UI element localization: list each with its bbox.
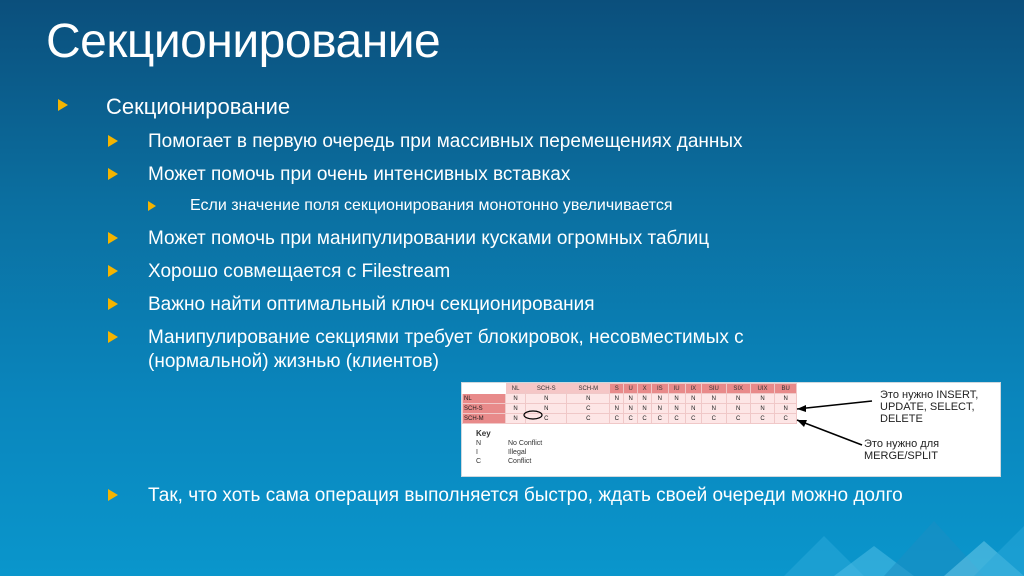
annotation-insert-update: Это нужно INSERT, UPDATE, SELECT, DELETE xyxy=(880,389,979,425)
bullet-item xyxy=(108,163,570,187)
bullet-text: Может помочь при манипулировании кусками огромных таблиц xyxy=(148,228,710,249)
bullet-item xyxy=(108,293,595,317)
table-cell: C xyxy=(567,414,610,424)
row-header: SCH-M xyxy=(463,414,506,424)
table-cell: N xyxy=(652,404,668,414)
table-cell: N xyxy=(526,394,567,404)
table-cell: C xyxy=(685,414,701,424)
column-header: SIU xyxy=(702,384,727,394)
table-cell: N xyxy=(668,404,685,414)
bullet-arrow-icon xyxy=(108,489,118,501)
bullet-text: Помогает в первую очередь при массивных перемещениях данных xyxy=(148,131,743,152)
table-cell: N xyxy=(726,394,750,404)
column-header: U xyxy=(624,384,638,394)
table-cell: N xyxy=(624,404,638,414)
table-cell: N xyxy=(624,394,638,404)
bullet-text: Хорошо совмещается с Filestream xyxy=(148,261,451,282)
table-cell: N xyxy=(685,394,701,404)
bullet-item xyxy=(58,94,290,120)
bullet-text: Важно найти оптимальный ключ секционирования xyxy=(148,294,595,315)
table-cell: N xyxy=(726,404,750,414)
column-header: BU xyxy=(775,384,797,394)
table-cell: C xyxy=(638,414,652,424)
column-header: SCH-S xyxy=(526,384,567,394)
table-cell: C xyxy=(702,414,727,424)
bullet-item xyxy=(108,326,878,374)
key-code: I xyxy=(476,449,478,456)
column-header: NL xyxy=(505,384,525,394)
table-cell: N xyxy=(750,404,775,414)
table-cell: N xyxy=(638,404,652,414)
bullet-arrow-icon xyxy=(108,232,118,244)
table-cell: C xyxy=(610,414,624,424)
table-cell: N xyxy=(702,394,727,404)
bullet-item xyxy=(108,484,928,508)
table-cell: C xyxy=(668,414,685,424)
annotation-merge-split: Это нужно для MERGE/SPLIT xyxy=(864,438,940,462)
table-cell: C xyxy=(726,414,750,424)
key-title: Key xyxy=(476,429,491,438)
row-header: SCH-S xyxy=(463,404,506,414)
bullet-item xyxy=(108,130,743,154)
table-cell: C xyxy=(624,414,638,424)
lock-compatibility-figure xyxy=(461,382,1001,477)
arrow-line-2 xyxy=(797,420,862,445)
table-cell: N xyxy=(567,394,610,404)
table-cell: N xyxy=(775,394,797,404)
table-cell: C xyxy=(775,414,797,424)
slide-title: Секционирование xyxy=(46,15,441,68)
table-cell: N xyxy=(505,394,525,404)
table-cell: N xyxy=(750,394,775,404)
table-cell: N xyxy=(638,394,652,404)
bullet-text: Может помочь при очень интенсивных вставках xyxy=(148,164,571,185)
bullet-text: Так, что хоть сама операция выполняется быстро, ждать своей очереди можно долго xyxy=(148,485,903,506)
bullet-arrow-icon xyxy=(148,201,156,211)
bullet-arrow-icon xyxy=(58,99,68,111)
column-header: IS xyxy=(652,384,668,394)
table-cell: N xyxy=(505,414,525,424)
table-cell: C xyxy=(652,414,668,424)
column-header: IX xyxy=(685,384,701,394)
key-code: C xyxy=(476,458,482,465)
bullet-item xyxy=(148,197,672,215)
bullet-arrow-icon xyxy=(108,265,118,277)
decorative-triangles xyxy=(784,506,1024,576)
key-meaning: No Conflict xyxy=(508,440,543,447)
table-cell: N xyxy=(668,394,685,404)
key-code: N xyxy=(476,440,482,447)
bullet-text: Манипулирование секциями требует блокировок, несовместимых с (нормальной) жизнью (клиентов) xyxy=(148,327,744,372)
table-cell: N xyxy=(652,394,668,404)
table-cell: N xyxy=(702,404,727,414)
bullet-arrow-icon xyxy=(108,298,118,310)
column-header: IU xyxy=(668,384,685,394)
table-cell: N xyxy=(775,404,797,414)
bullet-text: Если значение поля секционирования монотонно увеличивается xyxy=(190,197,673,214)
bullet-item xyxy=(108,227,709,251)
key-meaning: Conflict xyxy=(508,458,532,465)
table-cell: N xyxy=(505,404,525,414)
row-header: NL xyxy=(463,394,506,404)
arrow-head-1 xyxy=(797,405,806,412)
column-header: UIX xyxy=(750,384,775,394)
arrow-head-2 xyxy=(797,420,807,427)
table-cell: N xyxy=(526,404,567,414)
table-cell: C xyxy=(567,404,610,414)
table-cell: N xyxy=(685,404,701,414)
arrow-line-1 xyxy=(797,401,872,409)
bullet-arrow-icon xyxy=(108,168,118,180)
column-header: X xyxy=(638,384,652,394)
column-header: SIX xyxy=(726,384,750,394)
bullet-arrow-icon xyxy=(108,331,118,343)
highlight-ellipse xyxy=(524,411,542,419)
bullet-arrow-icon xyxy=(108,135,118,147)
column-header: SCH-M xyxy=(567,384,610,394)
key-meaning: Illegal xyxy=(508,449,527,456)
table-cell: N xyxy=(610,404,624,414)
bullet-item xyxy=(108,260,450,284)
table-cell: C xyxy=(526,414,567,424)
column-header: S xyxy=(610,384,624,394)
bullet-text: Секционирование xyxy=(106,94,291,119)
table-cell: C xyxy=(750,414,775,424)
table-cell: N xyxy=(610,394,624,404)
